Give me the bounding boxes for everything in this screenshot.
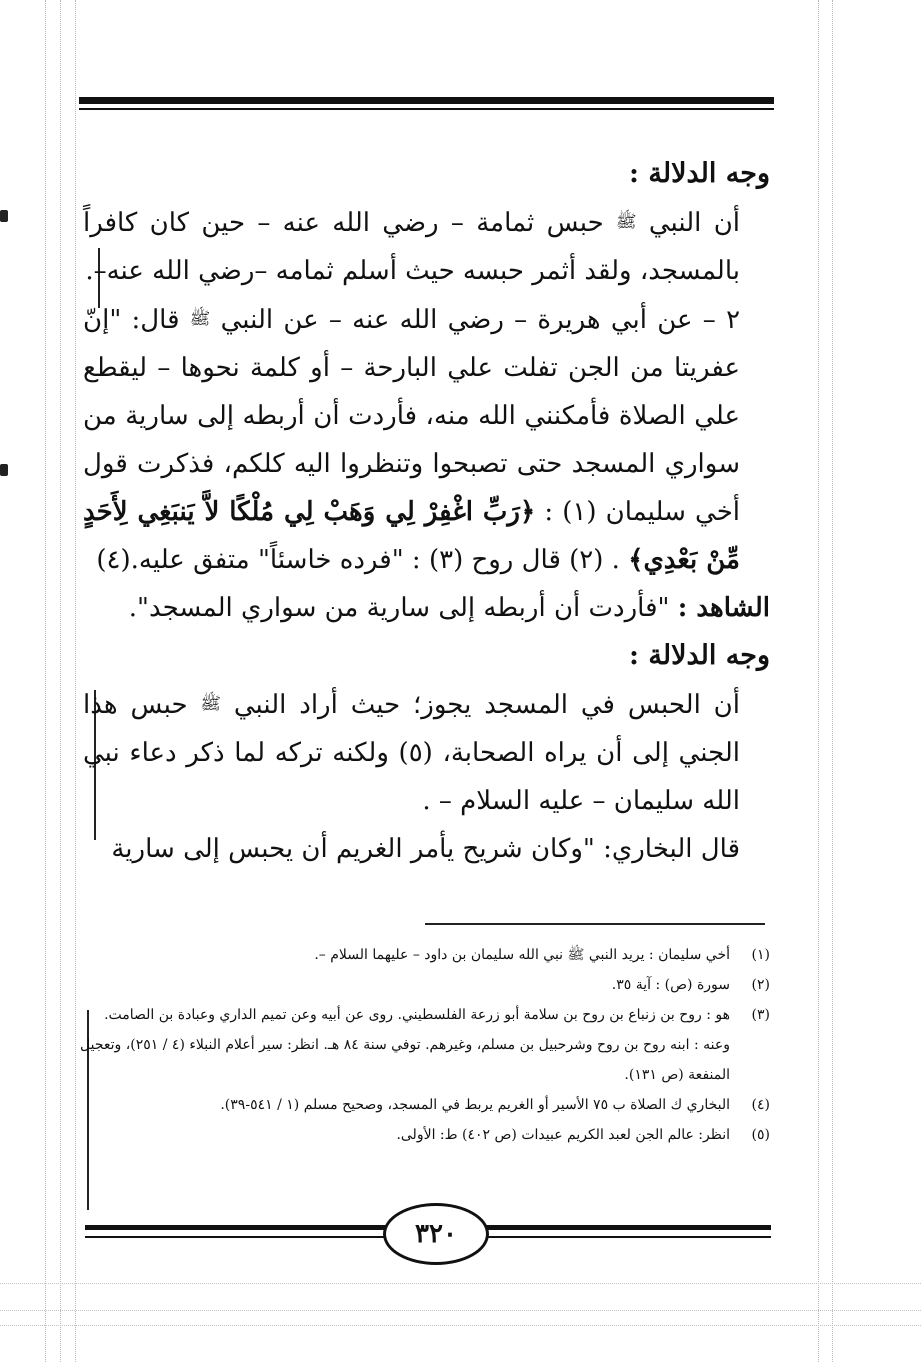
footnote-number: (٢) <box>751 977 770 993</box>
footnote-text: هو : روح بن زنباع بن روح بن سلامة أبو زرعة الفلسطيني. روى عن أبيه وعن تميم الداري وعبادة بن الصامت. وعنه : ابنه روح بن روح وشرحبيل بن مسلم، وغيرهم. توفي سنة ٨٤ هـ. انظر: سير أعلام النبلاء (٤ / ٢٥١)، وتعجيل المنفعة (ص ١٣١). <box>80 1007 730 1083</box>
footnote-number: (١) <box>751 947 770 963</box>
scan-guide-line <box>0 1325 921 1326</box>
footnote <box>80 1000 770 1090</box>
paragraph: أن النبي ﷺ حبس ثمامة – رضي الله عنه – حين كان كافراً بالمسجد، ولقد أثمر حبسه حيث أسلم ثمامه –رضي الله عنه–. <box>83 208 741 286</box>
header-rule <box>79 97 774 104</box>
scan-guide-line <box>75 0 76 1362</box>
footnote <box>80 940 770 970</box>
footnote-number: (٤) <box>751 1097 770 1113</box>
footnote-text: انظر: عالم الجن لعبد الكريم عبيدات (ص ٤٠٢) ط: الأولى. <box>396 1127 730 1143</box>
salla-glyph: ﷺ <box>616 212 637 232</box>
scan-guide-line <box>818 0 819 1362</box>
footnote <box>80 970 770 1000</box>
page-number: ٣٢٠ <box>383 1203 489 1265</box>
salla-glyph: ﷺ <box>189 309 211 329</box>
footnote <box>80 1120 770 1150</box>
main-text <box>83 150 770 873</box>
section-heading: وجه الدلالة : <box>629 158 770 189</box>
salla-glyph: ﷺ <box>200 694 221 714</box>
paragraph: قال البخاري: "وكان شريح يأمر الغريم أن يحبس إلى سارية <box>111 834 740 864</box>
scan-guide-line <box>0 1310 921 1311</box>
footnote-rule <box>425 923 765 925</box>
footnote-text: سورة (ص) : آية ٣٥. <box>611 977 730 993</box>
scan-guide-line <box>45 0 46 1362</box>
header-rule-thin <box>79 108 774 110</box>
footnote <box>80 1090 770 1120</box>
footnote-text: البخاري ك الصلاة ب ٧٥ الأسير أو الغريم يربط في المسجد، وصحيح مسلم (١ / ٥٤١-٣٩). <box>220 1097 730 1113</box>
edge-mark <box>0 464 8 476</box>
paragraph: الشاهد : "فأردت أن أربطه إلى سارية من سواري المسجد". <box>128 593 770 623</box>
footnote-text: أخي سليمان : يريد النبي ﷺ نبي الله سليمان بن داود – عليهما السلام –. <box>314 947 730 963</box>
edge-mark <box>0 210 8 222</box>
footnotes <box>80 940 770 1150</box>
paragraph: ٢ – عن أبي هريرة – رضي الله عنه – عن النبي ﷺ قال: "إنّ عفريتا من الجن تفلت علي البارحة – أو كلمة نحوها – ليقطع علي الصلاة فأمكنني الله منه، فأردت أن أربطه إلى سارية من سواري المسجد حتى تصبحوا وتنظروا اليه كلكم، فذكرت قول أخي سليمان (١) : ﴿رَبِّ اغْفِرْ لِي وَهَبْ لِي مُلْكًا لاَّ يَنبَغِي لِأَحَدٍ مِّنْ بَعْدِي﴾ . (٢) قال روح (٣) : "فرده خاسئاً" متفق عليه.(٤) <box>83 305 741 575</box>
section-heading: وجه الدلالة : <box>629 640 770 671</box>
footnote-number: (٣) <box>751 1007 770 1023</box>
quran-verse: ﴿رَبِّ اغْفِرْ لِي وَهَبْ لِي مُلْكًا لاَّ يَنبَغِي لِأَحَدٍ مِّنْ بَعْدِي﴾ <box>83 497 740 575</box>
footnote-number: (٥) <box>751 1127 770 1143</box>
shahid-label: الشاهد : <box>677 593 770 623</box>
paragraph: أن الحبس في المسجد يجوز؛ حيث أراد النبي ﷺ حبس هذا الجني إلى أن يراه الصحابة، (٥) ولكنه تركه لما ذكر دعاء نبي الله سليمان – عليه السلام – . <box>83 690 740 816</box>
scan-guide-line <box>60 0 61 1362</box>
scan-guide-line <box>832 0 833 1362</box>
scan-guide-line <box>0 1283 921 1284</box>
